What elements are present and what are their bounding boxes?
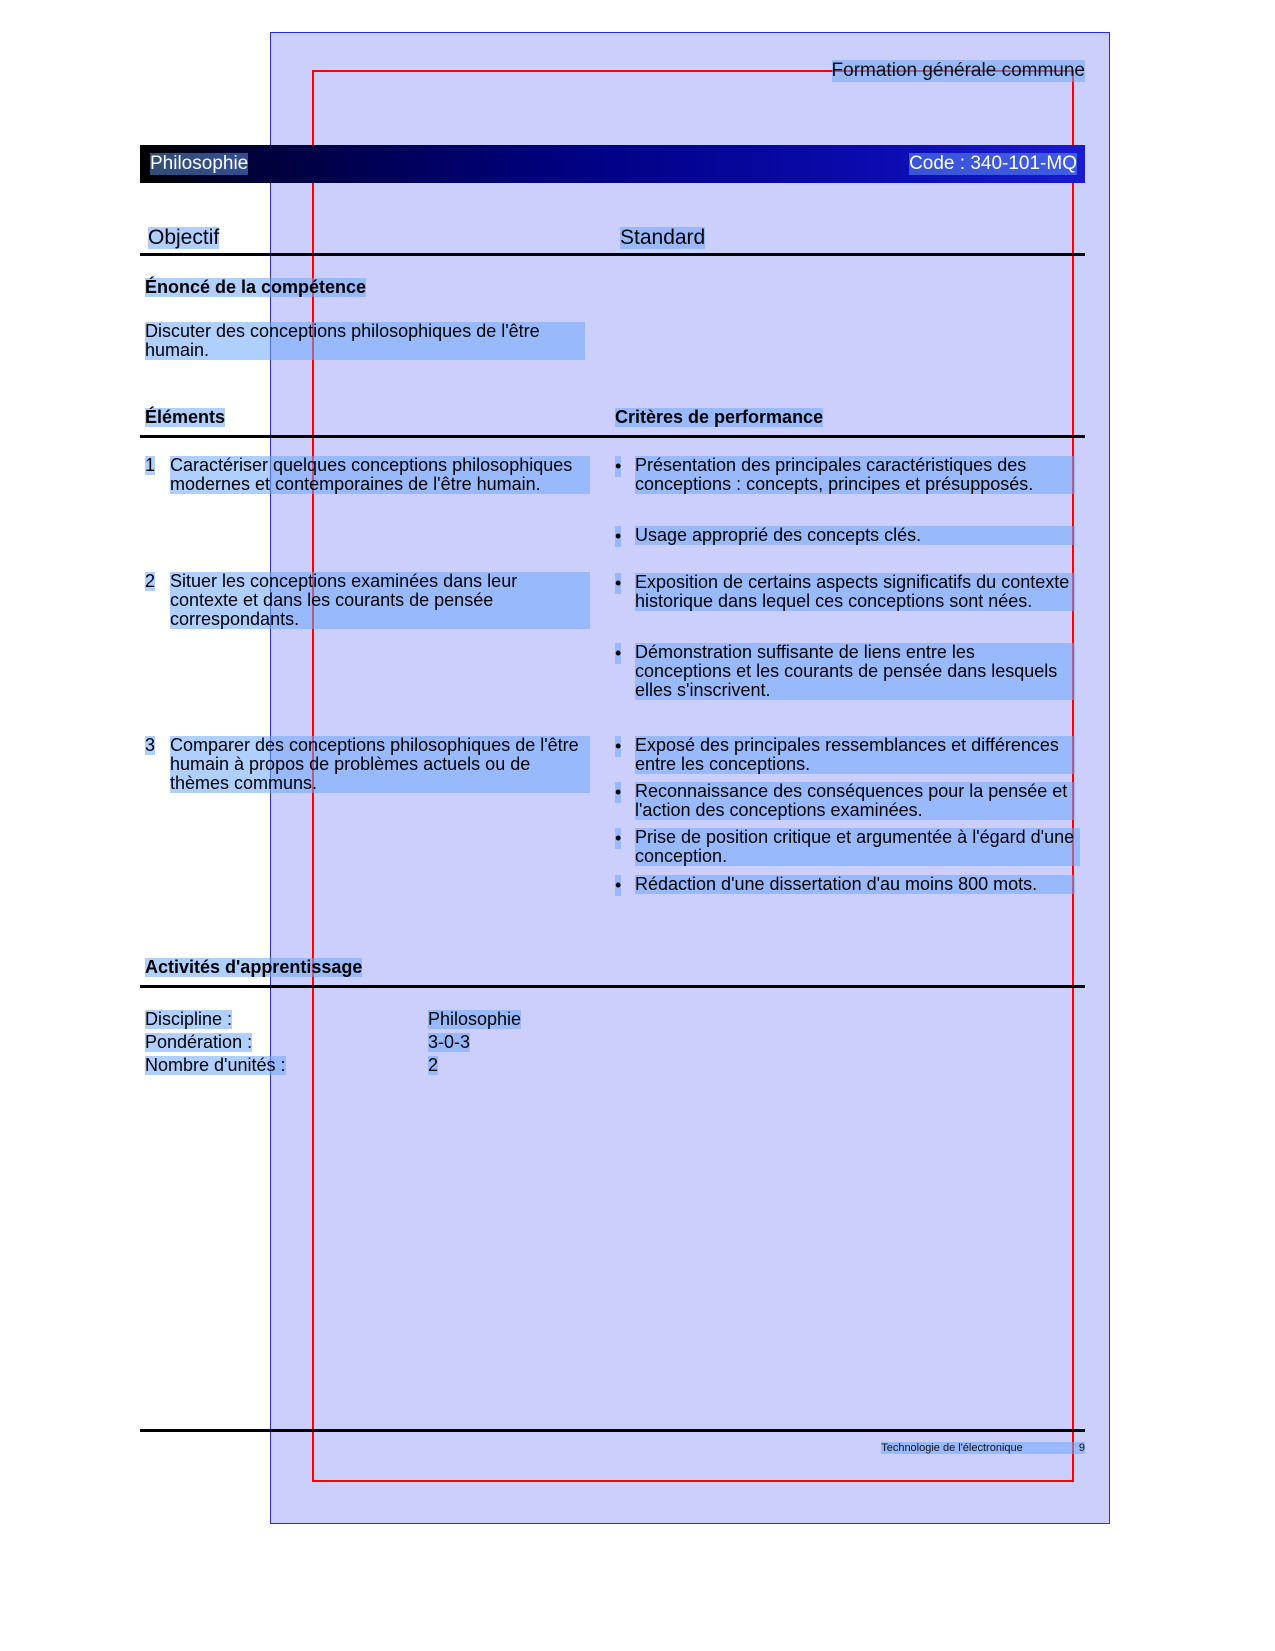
element-number: 3 xyxy=(145,735,156,755)
criteria-text: Présentation des principales caractéristiques des conceptions : concepts, principes et présupposés. xyxy=(635,456,1075,494)
rule-under-columns xyxy=(140,253,1085,256)
element-text: Comparer des conceptions philosophiques de l'être humain à propos de problèmes actuels ou de thèmes communs. xyxy=(170,736,590,793)
criteria-text: Rédaction d'une dissertation d'au moins 800 mots. xyxy=(635,875,1075,894)
activity-field-label: Discipline : xyxy=(145,1009,233,1029)
activity-field-value: Philosophie xyxy=(428,1009,522,1029)
activity-field-label: Pondération : xyxy=(145,1032,253,1052)
criteria-bullet-icon: • xyxy=(615,782,622,802)
criteria-text: Démonstration suffisante de liens entre les conceptions et les courants de pensée dans lesquels elles s'inscrivent. xyxy=(635,643,1075,700)
criteria-bullet-icon: • xyxy=(615,875,622,895)
activities-heading: Activités d'apprentissage xyxy=(145,957,363,977)
rule-under-activities xyxy=(140,985,1085,988)
criteria-bullet-icon: • xyxy=(615,643,622,663)
activity-field-value: 3-0-3 xyxy=(428,1032,471,1052)
element-text: Situer les conceptions examinées dans leur contexte et dans les courants de pensée correspondants. xyxy=(170,572,590,629)
table-head-criteres: Critères de performance xyxy=(615,407,824,427)
page-footer xyxy=(881,1442,1085,1454)
criteria-text: Prise de position critique et argumentée à l'égard d'une conception. xyxy=(635,828,1080,866)
footer-text: Technologie de l'électronique xyxy=(881,1442,1023,1454)
column-head-objectif: Objectif xyxy=(148,226,220,249)
element-number: 2 xyxy=(145,571,156,591)
activity-field-label: Nombre d'unités : xyxy=(145,1055,286,1075)
criteria-bullet-icon: • xyxy=(615,456,622,476)
footer-page-number: 9 xyxy=(1078,1442,1085,1454)
page-header-right: Formation générale commune xyxy=(831,60,1085,81)
course-title-bar xyxy=(140,145,1085,183)
footer-rule xyxy=(140,1429,1085,1432)
column-head-standard: Standard xyxy=(620,226,706,249)
criteria-text: Exposé des principales ressemblances et différences entre les conceptions. xyxy=(635,736,1075,774)
criteria-bullet-icon: • xyxy=(615,526,622,546)
criteria-bullet-icon: • xyxy=(615,736,622,756)
criteria-text: Exposition de certains aspects significatifs du contexte historique dans lequel ces conceptions sont nées. xyxy=(635,573,1075,611)
criteria-text: Reconnaissance des conséquences pour la pensée et l'action des conceptions examinées. xyxy=(635,782,1075,820)
criteria-bullet-icon: • xyxy=(615,828,622,848)
rule-under-table-heads xyxy=(140,435,1085,438)
competence-heading: Énoncé de la compétence xyxy=(145,277,367,297)
course-name: Philosophie xyxy=(150,153,249,174)
course-code: Code : 340-101-MQ xyxy=(909,153,1077,174)
criteria-bullet-icon: • xyxy=(615,573,622,593)
element-number: 1 xyxy=(145,455,156,475)
activity-field-value: 2 xyxy=(428,1055,439,1075)
table-head-elements: Éléments xyxy=(145,407,226,427)
element-text: Caractériser quelques conceptions philosophiques modernes et contemporaines de l'être humain. xyxy=(170,456,590,494)
competence-text: Discuter des conceptions philosophiques de l'être humain. xyxy=(145,322,585,360)
criteria-text: Usage approprié des concepts clés. xyxy=(635,526,1075,545)
